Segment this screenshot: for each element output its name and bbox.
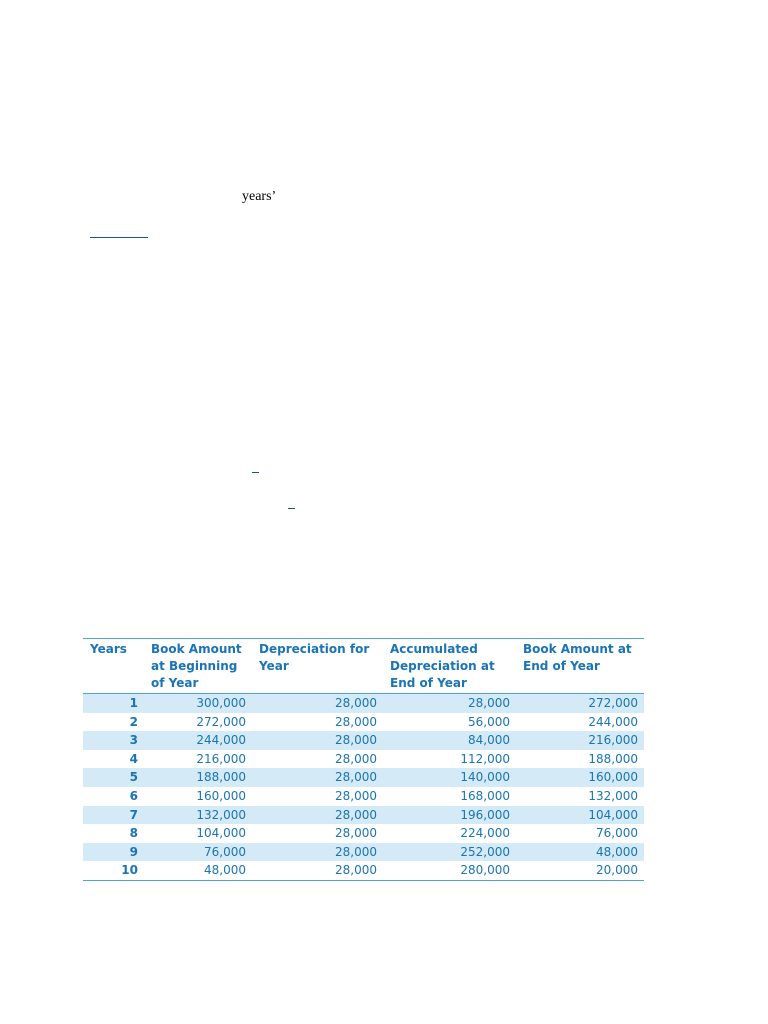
accumulated-depreciation-cell: 112,000 bbox=[460, 751, 510, 766]
column-header-years: Years bbox=[83, 639, 144, 694]
depreciation-cell: 28,000 bbox=[252, 731, 383, 750]
accumulated-depreciation-cell: 56,000 bbox=[468, 714, 510, 729]
table-row bbox=[83, 861, 644, 880]
book-amount-end-cell: 20,000 bbox=[596, 863, 638, 878]
table-row bbox=[83, 824, 644, 843]
book-amount-end-cell: 216,000 bbox=[516, 731, 644, 750]
depreciation-table bbox=[83, 638, 644, 881]
table-row bbox=[83, 713, 644, 732]
book-amount-end-cell: 132,000 bbox=[588, 788, 638, 803]
depreciation-cell: 28,000 bbox=[335, 863, 377, 878]
table-header-row bbox=[83, 639, 644, 694]
table-row bbox=[83, 787, 644, 806]
book-amount-end-cell: 48,000 bbox=[516, 843, 644, 862]
book-amount-beginning-cell: 132,000 bbox=[144, 806, 252, 825]
column-header-depreciation: Depreciation for Year bbox=[252, 639, 383, 694]
link-underline bbox=[252, 472, 259, 473]
table-row bbox=[83, 731, 644, 750]
accumulated-depreciation-cell: 168,000 bbox=[460, 788, 510, 803]
accumulated-depreciation-cell: 280,000 bbox=[460, 863, 510, 878]
book-amount-beginning-cell: 188,000 bbox=[144, 768, 252, 787]
year-cell: 7 bbox=[83, 806, 144, 825]
accumulated-depreciation-cell: 140,000 bbox=[383, 768, 516, 787]
book-amount-end-cell: 104,000 bbox=[516, 806, 644, 825]
link-underline bbox=[288, 508, 295, 509]
accumulated-depreciation-cell: 84,000 bbox=[383, 731, 516, 750]
book-amount-beginning-cell: 104,000 bbox=[196, 826, 246, 841]
text-fragment: years’ bbox=[242, 189, 277, 204]
depreciation-cell: 28,000 bbox=[335, 788, 377, 803]
book-amount-beginning-cell: 160,000 bbox=[196, 788, 246, 803]
table-row bbox=[83, 694, 644, 713]
link-underline bbox=[90, 237, 148, 238]
column-header-book-amount-end: Book Amount at End of Year bbox=[516, 639, 644, 694]
table-row bbox=[83, 768, 644, 787]
depreciation-cell: 28,000 bbox=[335, 714, 377, 729]
table-row bbox=[83, 806, 644, 825]
book-amount-end-cell: 188,000 bbox=[588, 751, 638, 766]
depreciation-cell: 28,000 bbox=[335, 751, 377, 766]
book-amount-beginning-cell: 300,000 bbox=[144, 694, 252, 713]
year-cell: 6 bbox=[129, 788, 138, 803]
book-amount-end-cell: 160,000 bbox=[516, 768, 644, 787]
depreciation-cell: 28,000 bbox=[335, 826, 377, 841]
table-row bbox=[83, 843, 644, 862]
year-cell: 5 bbox=[83, 768, 144, 787]
book-amount-end-cell: 244,000 bbox=[588, 714, 638, 729]
book-amount-beginning-cell: 48,000 bbox=[204, 863, 246, 878]
year-cell: 2 bbox=[129, 714, 138, 729]
accumulated-depreciation-cell: 224,000 bbox=[460, 826, 510, 841]
depreciation-cell: 28,000 bbox=[252, 806, 383, 825]
column-header-book-amount-beginning: Book Amount at Beginning of Year bbox=[144, 639, 252, 694]
year-cell: 1 bbox=[83, 694, 144, 713]
depreciation-cell: 28,000 bbox=[252, 768, 383, 787]
accumulated-depreciation-cell: 252,000 bbox=[383, 843, 516, 862]
book-amount-end-cell: 272,000 bbox=[516, 694, 644, 713]
accumulated-depreciation-cell: 196,000 bbox=[383, 806, 516, 825]
book-amount-beginning-cell: 216,000 bbox=[196, 751, 246, 766]
table-row bbox=[83, 750, 644, 769]
depreciation-cell: 28,000 bbox=[252, 843, 383, 862]
year-cell: 9 bbox=[83, 843, 144, 862]
book-amount-beginning-cell: 272,000 bbox=[196, 714, 246, 729]
column-header-accumulated-depreciation: Accumulated Depreciation at End of Year bbox=[383, 639, 516, 694]
accumulated-depreciation-cell: 28,000 bbox=[383, 694, 516, 713]
year-cell: 8 bbox=[129, 826, 138, 841]
depreciation-cell: 28,000 bbox=[252, 694, 383, 713]
book-amount-beginning-cell: 244,000 bbox=[144, 731, 252, 750]
book-amount-end-cell: 76,000 bbox=[596, 826, 638, 841]
year-cell: 3 bbox=[83, 731, 144, 750]
year-cell: 10 bbox=[121, 863, 138, 878]
year-cell: 4 bbox=[129, 751, 138, 766]
book-amount-beginning-cell: 76,000 bbox=[144, 843, 252, 862]
